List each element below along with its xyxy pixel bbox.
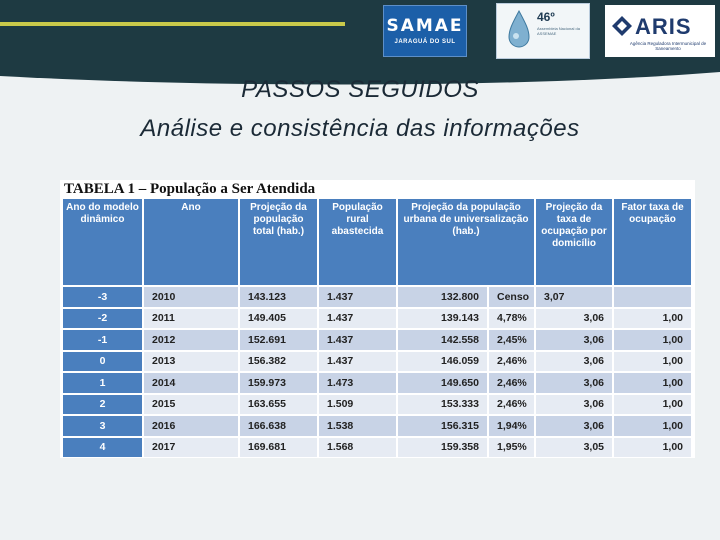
cell-occupancy-factor: 1,00 (613, 372, 691, 394)
cell-year: 2012 (143, 329, 239, 351)
cell-year: 2014 (143, 372, 239, 394)
cell-growth-rate: 2,46% (488, 394, 535, 416)
cell-urban-population: 153.333 (397, 394, 488, 416)
table-caption: TABELA 1 – População a Ser Atendida (64, 181, 316, 197)
cell-year: 2015 (143, 394, 239, 416)
cell-total-population: 169.681 (239, 437, 318, 458)
col-header-rural-population: População rural abastecida (318, 199, 397, 286)
cell-year: 2016 (143, 415, 239, 437)
cell-growth-rate: Censo (488, 286, 535, 308)
cell-occupancy-factor: 1,00 (613, 394, 691, 416)
cell-occupancy-factor: 1,00 (613, 415, 691, 437)
samae-logo-name: SAMAE (386, 16, 464, 36)
cell-urban-population: 146.059 (397, 351, 488, 373)
cell-model-year: -2 (63, 308, 143, 330)
slide-subtitle: Análise e consistência das informações (140, 115, 580, 142)
table-row (63, 372, 691, 394)
cell-urban-population: 142.558 (397, 329, 488, 351)
col-header-model-year: Ano do modelo dinâmico (63, 199, 143, 286)
cell-occupancy-rate: 3,06 (535, 394, 613, 416)
cell-occupancy-factor: 1,00 (613, 351, 691, 373)
event-logo (496, 3, 590, 59)
cell-occupancy-factor: 1,00 (613, 329, 691, 351)
cell-model-year: 4 (63, 437, 143, 458)
table-row (63, 308, 691, 330)
cell-model-year: 3 (63, 415, 143, 437)
cell-growth-rate: 2,46% (488, 372, 535, 394)
cell-model-year: 1 (63, 372, 143, 394)
cell-rural-population: 1.568 (318, 437, 397, 458)
cell-model-year: 2 (63, 394, 143, 416)
water-drop-icon (507, 10, 531, 50)
cell-model-year: -3 (63, 286, 143, 308)
cell-rural-population: 1.473 (318, 372, 397, 394)
cell-rural-population: 1.509 (318, 394, 397, 416)
cell-growth-rate: 2,45% (488, 329, 535, 351)
col-header-occupancy-factor: Fator taxa de ocupação (613, 199, 691, 286)
cell-total-population: 166.638 (239, 415, 318, 437)
cell-occupancy-rate: 3,06 (535, 351, 613, 373)
cell-occupancy-rate: 3,07 (535, 286, 613, 308)
aris-logo (605, 5, 715, 57)
cell-growth-rate: 4,78% (488, 308, 535, 330)
cell-occupancy-rate: 3,06 (535, 329, 613, 351)
cell-growth-rate: 1,95% (488, 437, 535, 458)
cell-model-year: 0 (63, 351, 143, 373)
cell-model-year: -1 (63, 329, 143, 351)
table-row (63, 394, 691, 416)
col-header-year: Ano (143, 199, 239, 286)
cell-rural-population: 1.437 (318, 351, 397, 373)
cell-occupancy-factor: 1,00 (613, 437, 691, 458)
cell-rural-population: 1.437 (318, 308, 397, 330)
col-header-urban-projection: Projeção da população urbana de universalização (hab.) (397, 199, 535, 286)
cell-year: 2010 (143, 286, 239, 308)
table-row (63, 286, 691, 308)
cell-rural-population: 1.538 (318, 415, 397, 437)
cell-total-population: 156.382 (239, 351, 318, 373)
cell-occupancy-rate: 3,06 (535, 415, 613, 437)
table-row (63, 329, 691, 351)
aris-diamond-icon (611, 15, 633, 37)
samae-logo (383, 5, 467, 57)
cell-occupancy-rate: 3,06 (535, 308, 613, 330)
cell-urban-population: 149.650 (397, 372, 488, 394)
cell-urban-population: 159.358 (397, 437, 488, 458)
population-table (63, 199, 691, 457)
cell-year: 2013 (143, 351, 239, 373)
cell-growth-rate: 2,46% (488, 351, 535, 373)
cell-occupancy-factor: 1,00 (613, 308, 691, 330)
table-header-row (63, 199, 691, 286)
cell-total-population: 143.123 (239, 286, 318, 308)
cell-occupancy-factor (613, 286, 691, 308)
cell-year: 2011 (143, 308, 239, 330)
event-subtitle: Assembleia Nacional da ASSEMAE (537, 26, 580, 36)
table-row (63, 415, 691, 437)
table-row (63, 351, 691, 373)
table-row (63, 437, 691, 458)
cell-rural-population: 1.437 (318, 286, 397, 308)
cell-rural-population: 1.437 (318, 329, 397, 351)
population-table-panel (60, 180, 695, 458)
cell-occupancy-rate: 3,06 (535, 372, 613, 394)
cell-urban-population: 139.143 (397, 308, 488, 330)
cell-year: 2017 (143, 437, 239, 458)
col-header-occupancy-rate: Projeção da taxa de ocupação por domicílio (535, 199, 613, 286)
slide-title: PASSOS SEGUIDOS (241, 76, 479, 103)
event-number: 46º (537, 10, 555, 24)
aris-logo-name: ARIS (635, 14, 692, 39)
cell-urban-population: 156.315 (397, 415, 488, 437)
cell-total-population: 152.691 (239, 329, 318, 351)
accent-rule (0, 22, 345, 26)
cell-occupancy-rate: 3,05 (535, 437, 613, 458)
cell-total-population: 163.655 (239, 394, 318, 416)
samae-logo-city: JARAGUÁ DO SUL (394, 39, 456, 45)
aris-logo-subtitle: Agência Reguladora Intermunicipal de Saneamento (629, 41, 707, 51)
cell-total-population: 149.405 (239, 308, 318, 330)
col-header-total-population: Projeção da população total (hab.) (239, 199, 318, 286)
cell-growth-rate: 1,94% (488, 415, 535, 437)
cell-urban-population: 132.800 (397, 286, 488, 308)
cell-total-population: 159.973 (239, 372, 318, 394)
